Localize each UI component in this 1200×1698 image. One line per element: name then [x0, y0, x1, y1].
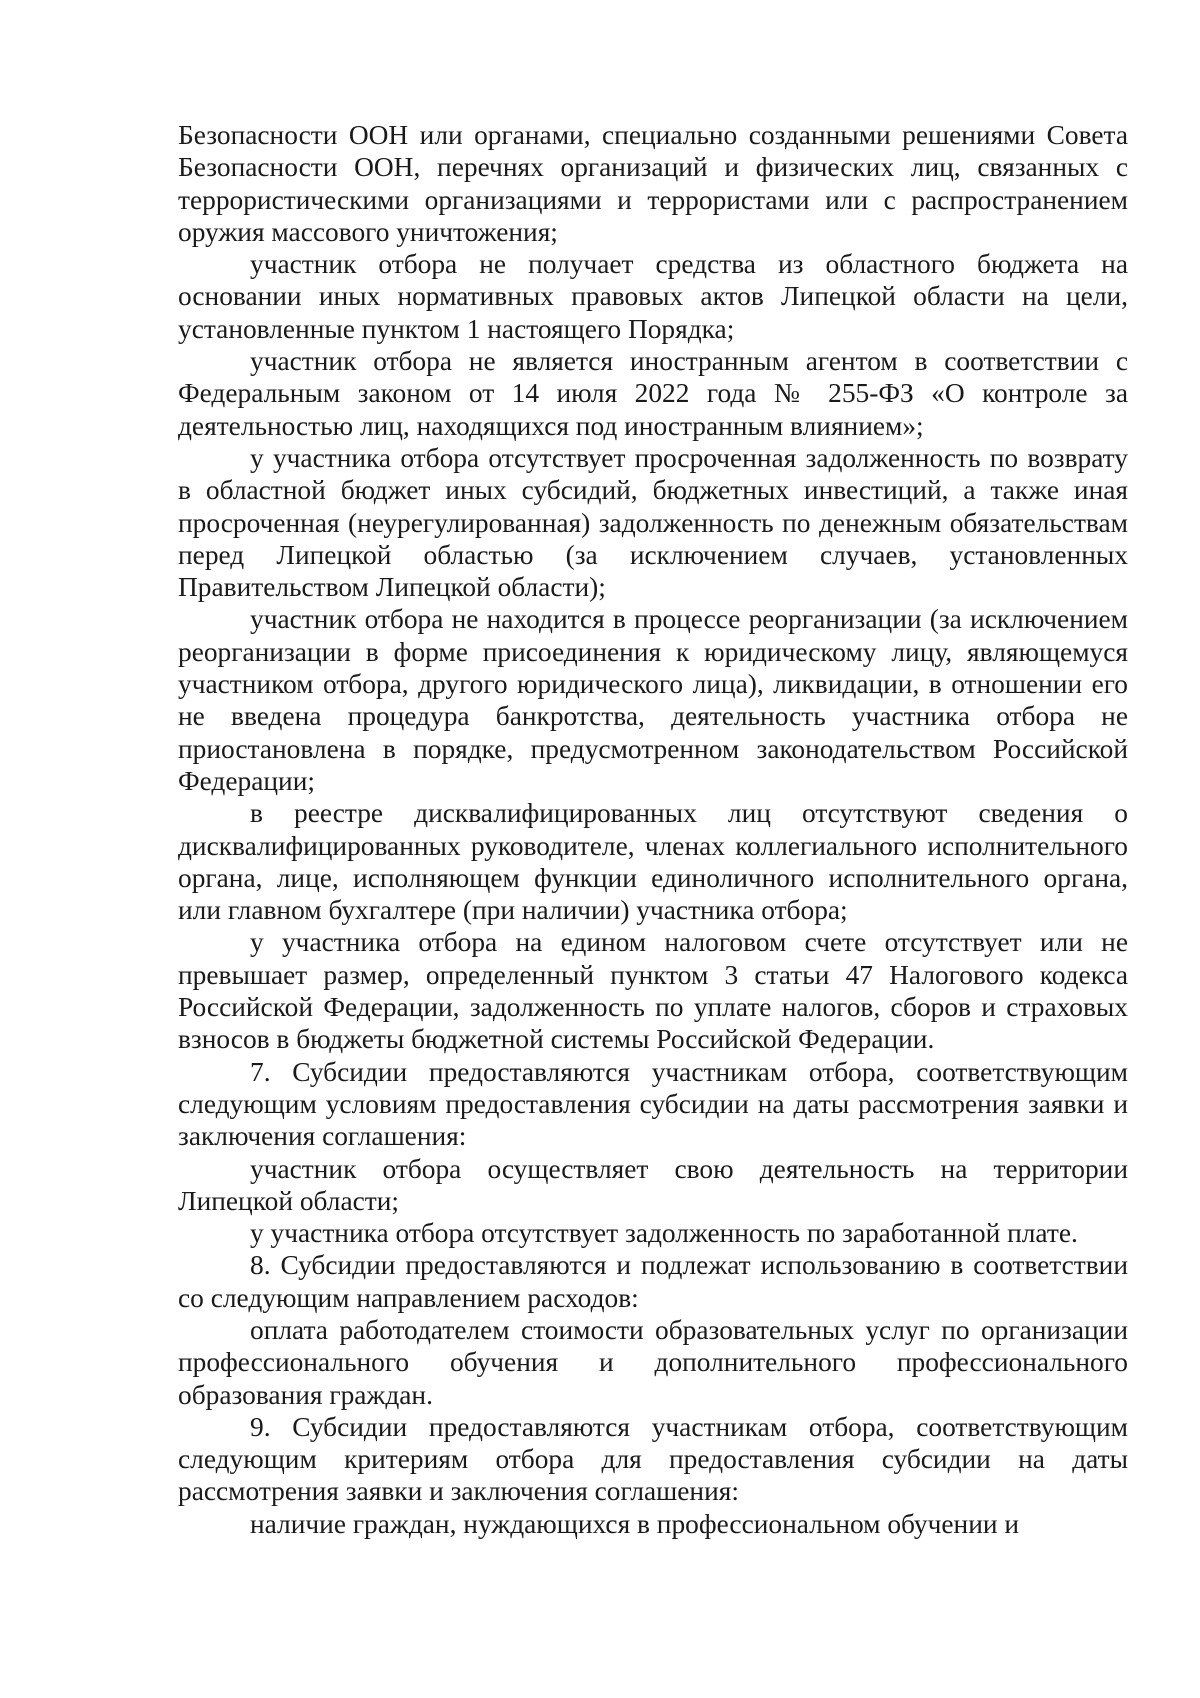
paragraph-item-7: 7. Субсидии предоставляются участникам отбора, соответствующим следующим условиям предоставления субсидии на даты рассмотрения заявки и заключения соглашения: [178, 1056, 1128, 1152]
paragraph-un-lists: Безопасности ООН или органами, специально созданными решениями Совета Безопасности ООН, перечнях организаций и физических лиц, связанных с террористическими организациями и террористами или с распространением оружия массового уничтожения; [178, 120, 1128, 247]
paragraph-citizens-need: наличие граждан, нуждающихся в профессиональном обучении и [250, 1508, 1020, 1539]
paragraph-disqualified-registry: в реестре дисквалифицированных лиц отсутствуют сведения о дисквалифицированных руководителе, членах коллегиального исполнительного органа, лице, исполняющем функции единоличного исполнительного органа, или главном бухгалтере (при наличии) участника отбора; [178, 798, 1128, 926]
paragraph-no-regional-funds: участник отбора не получает средства из областного бюджета на основании иных нормативных правовых актов Липецкой области на цели, установленные пунктом 1 настоящего Порядка; [178, 249, 1128, 344]
paragraph-no-reorganization: участник отбора не находится в процессе реорганизации (за исключением реорганизации в форме присоединения к юридическому лицу, являющемуся участником отбора, другого юридического лица), ликвидации, в отношении его не введена процедура банкротства, деятельность участника отбора не приостановлена в порядке, предусмотренном законодательством Российской Федерации; [178, 604, 1128, 796]
paragraph-no-wage-debt: у участника отбора отсутствует задолженность по заработанной плате. [250, 1218, 1078, 1249]
document-body [178, 119, 1128, 1540]
paragraph-item-9: 9. Субсидии предоставляются участникам отбора, соответствующим следующим критериям отбора для предоставления субсидии на даты рассмотрения заявки и заключения соглашения: [178, 1411, 1128, 1507]
paragraph-not-foreign-agent: участник отбора не является иностранным агентом в соответствии с Федеральным законом от 14 июля 2022 года № 255-ФЗ «О контроле за деятельностью лиц, находящихся под иностранным влиянием»; [178, 346, 1128, 441]
paragraph-tax-account: у участника отбора на едином налоговом счете отсутствует или не превышает размер, определенный пунктом 3 статьи 47 Налогового кодекса Российской Федерации, задолженность по уплате налогов, сборов и страховых взносов в бюджеты бюджетной системы Российской Федерации. [178, 927, 1128, 1055]
paragraph-territory: участник отбора осуществляет свою деятельность на территории Липецкой области; [178, 1153, 1128, 1216]
paragraph-item-8: 8. Субсидии предоставляются и подлежат использованию в соответствии со следующим направлением расходов: [178, 1250, 1128, 1313]
paragraph-no-overdue-debt: у участника отбора отсутствует просроченная задолженность по возврату в областной бюджет иных субсидий, бюджетных инвестиций, а также иная просроченная (неурегулированная) задолженность по денежным обязательствам перед Липецкой областью (за исключением случаев, установленных Правительством Липецкой области); [178, 442, 1128, 603]
paragraph-training-payment: оплата работодателем стоимости образовательных услуг по организации профессионального обучения и дополнительного профессионального образования граждан. [178, 1314, 1128, 1410]
